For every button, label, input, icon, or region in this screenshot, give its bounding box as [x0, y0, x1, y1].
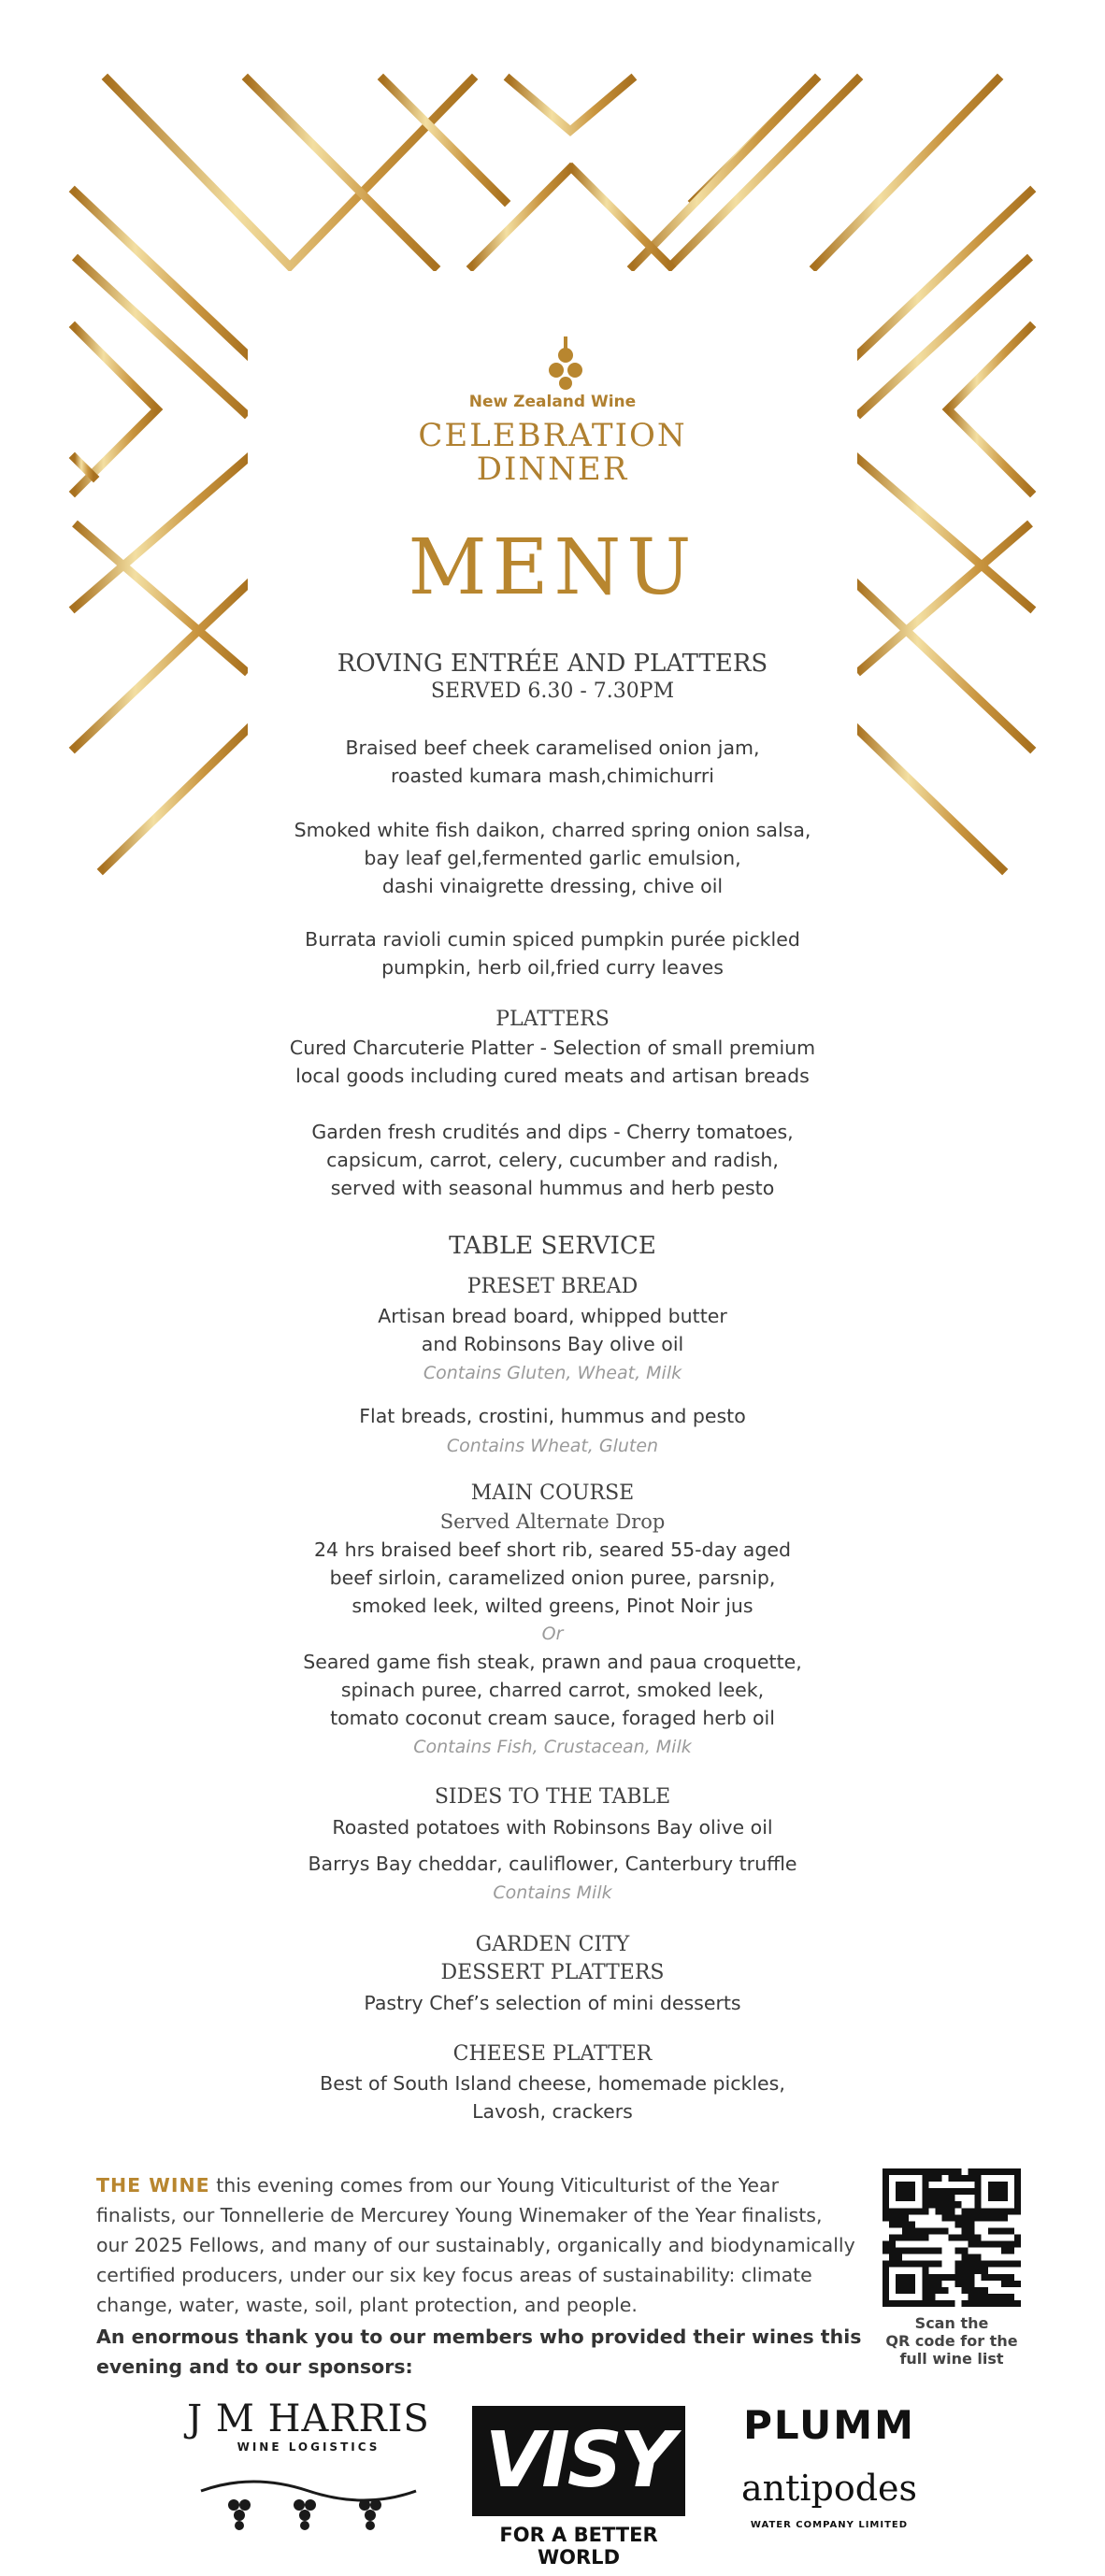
allergen-note: Contains Wheat, Gluten	[446, 1436, 659, 1456]
platters-heading: PLATTERS	[495, 1008, 610, 1031]
side-item-1: Roasted potatoes with Robinsons Bay olive oil	[332, 1816, 773, 1839]
qr-caption	[869, 2314, 1034, 2368]
thanks-line: An enormous thank you to our members who provided their wines this	[96, 2326, 862, 2348]
wine-text: certified producers, under our six key focus areas of sustainability: climate	[96, 2264, 812, 2286]
bread-item-2: Flat breads, crostini, hummus and pesto	[359, 1405, 746, 1427]
dish-line: Best of South Island cheese, homemade pickles,	[320, 2072, 785, 2095]
bread-item-1	[280, 1302, 825, 1358]
sides-heading: SIDES TO THE TABLE	[434, 1785, 671, 1809]
dish-line: smoked leek, wilted greens, Pinot Noir jus	[352, 1595, 753, 1617]
main-course-heading: MAIN COURSE	[470, 1481, 635, 1505]
wine-text: finalists, our Tonnellerie de Mercurey Young Winemaker of the Year finalists,	[96, 2204, 823, 2226]
menu-title: MENU	[408, 523, 697, 612]
dish-line: pumpkin, herb oil,fried curry leaves	[381, 956, 724, 979]
dish-line: Lavosh, crackers	[472, 2100, 633, 2123]
cheese-item	[280, 2069, 825, 2125]
main-item-2	[280, 1648, 825, 1732]
logo-subtitle: New Zealand Wine	[468, 393, 637, 411]
preset-bread-heading: PRESET BREAD	[466, 1275, 639, 1298]
heading-line: GARDEN CITY	[475, 1933, 630, 1956]
entree-dish-3	[280, 925, 825, 981]
dish-line: Artisan bread board, whipped butter	[378, 1305, 727, 1327]
dish-line: Seared game fish steak, prawn and paua croquette,	[303, 1651, 802, 1673]
heading-line: DESSERT PLATTERS	[440, 1961, 665, 1984]
visy-logo	[472, 2406, 685, 2516]
jmharris-logo	[187, 2397, 430, 2454]
entree-served: SERVED 6.30 - 7.30PM	[430, 680, 675, 703]
qr-code[interactable]	[883, 2168, 1021, 2307]
dish-line: Braised beef cheek caramelised onion jam,	[345, 737, 760, 759]
logo-title	[280, 419, 825, 486]
dessert-heading	[280, 1931, 825, 1987]
visy-tagline: FOR A BETTER WORLD	[499, 2524, 658, 2569]
logo-line-2: DINNER	[476, 451, 629, 488]
entree-dish-1	[280, 734, 825, 790]
or-separator: Or	[541, 1624, 564, 1644]
dish-line: bay leaf gel,fermented garlic emulsion,	[364, 847, 741, 869]
entree-dish-2	[280, 816, 825, 900]
platter-item-1	[280, 1034, 825, 1090]
sponsor-thanks	[96, 2322, 872, 2382]
dish-line: roasted kumara mash,chimichurri	[390, 765, 714, 787]
allergen-note: Contains Fish, Crustacean, Milk	[413, 1737, 692, 1757]
entree-heading: ROVING ENTRÉE AND PLATTERS	[337, 650, 768, 678]
main-course-subtitle: Served Alternate Drop	[439, 1510, 666, 1533]
plumm-logo: PLUMM	[743, 2402, 915, 2448]
dish-line: 24 hrs braised beef short rib, seared 55-day aged	[314, 1538, 791, 1561]
wine-text: our 2025 Fellows, and many of our sustainably, organically and biodynamically	[96, 2234, 855, 2256]
dish-line: Smoked white fish daikon, charred spring onion salsa,	[294, 819, 811, 841]
wine-label: THE WINE	[96, 2174, 210, 2197]
wine-text: change, water, waste, soil, plant protection, and people.	[96, 2294, 638, 2316]
table-service-heading: TABLE SERVICE	[449, 1232, 656, 1260]
dish-line: and Robinsons Bay olive oil	[421, 1333, 684, 1355]
caption-line: full wine list	[899, 2350, 1004, 2368]
dish-line: spinach puree, charred carrot, smoked leek,	[340, 1679, 765, 1701]
thanks-line: evening and to our sponsors:	[96, 2355, 413, 2378]
allergen-note: Contains Gluten, Wheat, Milk	[423, 1363, 682, 1383]
caption-line: QR code for the	[885, 2332, 1018, 2350]
allergen-note: Contains Milk	[493, 1882, 612, 1903]
side-item-2: Barrys Bay cheddar, cauliflower, Canterbury truffle	[308, 1853, 797, 1875]
dish-line: Cured Charcuterie Platter - Selection of small premium	[289, 1037, 816, 1059]
platter-item-2	[280, 1118, 825, 1202]
dish-line: local goods including cured meats and artisan breads	[295, 1065, 810, 1087]
dish-line: dashi vinaigrette dressing, chive oil	[381, 875, 724, 897]
dish-line: Burrata ravioli cumin spiced pumpkin purée pickled	[305, 928, 800, 951]
jmharris-name: J M HARRIS	[187, 2397, 430, 2440]
dish-line: capsicum, carrot, celery, cucumber and radish,	[326, 1149, 779, 1171]
dish-line: Garden fresh crudités and dips - Cherry tomatoes,	[311, 1121, 794, 1143]
dish-line: tomato coconut cream sauce, foraged herb oil	[330, 1707, 775, 1729]
antipodes-subtitle: WATER COMPANY LIMITED	[750, 2520, 909, 2530]
grape-vine-icon	[196, 2468, 421, 2542]
antipodes-logo: antipodes	[740, 2468, 918, 2509]
logo-line-1: CELEBRATION	[418, 417, 687, 454]
dessert-item: Pastry Chef’s selection of mini desserts	[364, 1992, 741, 2014]
cheese-heading: CHEESE PLATTER	[452, 2042, 653, 2066]
main-item-1	[280, 1536, 825, 1620]
dish-line: beef sirloin, caramelized onion puree, parsnip,	[329, 1567, 776, 1589]
wine-paragraph	[96, 2170, 863, 2320]
visy-name: VISY	[484, 2416, 673, 2505]
dish-line: served with seasonal hummus and herb pesto	[330, 1177, 775, 1199]
wine-text: this evening comes from our Young Viticulturist of the Year	[209, 2174, 780, 2197]
caption-line: Scan the	[914, 2314, 989, 2332]
jmharris-subtitle: WINE LOGISTICS	[237, 2440, 380, 2454]
